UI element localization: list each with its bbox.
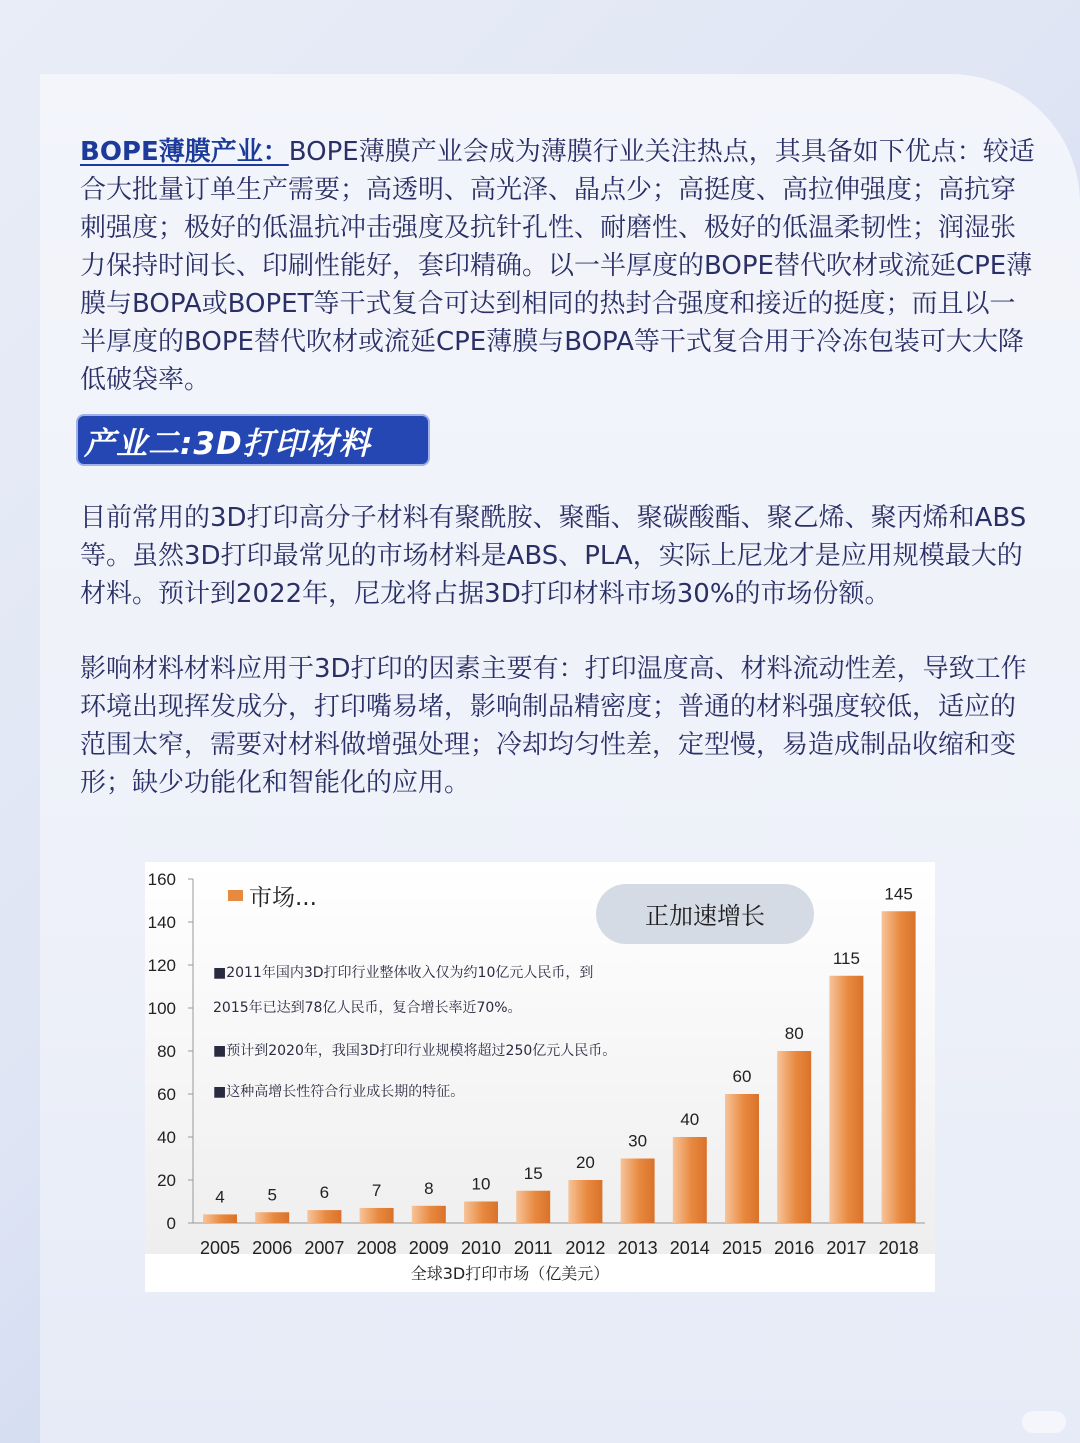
bope-paragraph bbox=[80, 133, 1035, 399]
x-tick-label: 2005 bbox=[199, 1238, 241, 1258]
y-tick-label: 120 bbox=[147, 956, 176, 975]
legend-swatch bbox=[228, 890, 243, 901]
data-label: 8 bbox=[424, 1178, 434, 1198]
chart-note: ■这种高增长性符合行业成长期的特征。 bbox=[213, 1084, 465, 1100]
chart-note: ■2011年国内3D打印行业整体收入仅为约10亿元人民币，到 bbox=[213, 965, 594, 981]
bar bbox=[673, 1137, 707, 1223]
data-label: 115 bbox=[832, 948, 860, 968]
bope-body: BOPE薄膜产业会成为薄膜行业关注热点，其具备如下优点：较适合大批量订单生产需要；高透明、高光泽、晶点少；高挺度、高拉伸强度；高抗穿刺强度；极好的低温抗冲击强度及抗针孔性、耐磨性、极好的低温柔韧性；润湿张力保持时间长、印刷性能好，套印精确。以一半厚度的BOPE替代吹材或流延CPE薄膜与BOPA或BOPET等干式复合可达到相同的热封合强度和接近的挺度；而且以一半厚度的BOPE替代吹材或流延CPE薄膜与BOPA等干式复合用于冷冻包装可大大降低破袋率。 bbox=[80, 137, 1035, 395]
watermark bbox=[1022, 1411, 1066, 1433]
bar bbox=[360, 1208, 394, 1223]
y-tick-label: 140 bbox=[147, 913, 176, 932]
y-tick-label: 80 bbox=[157, 1042, 176, 1061]
x-tick-label: 2011 bbox=[513, 1238, 553, 1258]
data-label: 6 bbox=[319, 1183, 330, 1203]
section-heading bbox=[78, 416, 428, 464]
data-label: 145 bbox=[884, 884, 913, 904]
y-tick-label: 60 bbox=[157, 1085, 176, 1104]
market-chart bbox=[145, 862, 935, 1292]
bar bbox=[621, 1159, 655, 1224]
bar bbox=[516, 1191, 550, 1223]
bar bbox=[568, 1180, 602, 1223]
bope-lead: BOPE薄膜产业： bbox=[80, 137, 289, 167]
x-tick-label: 2017 bbox=[826, 1238, 867, 1258]
materials-paragraph: 目前常用的3D打印高分子材料有聚酰胺、聚酯、聚碳酸酯、聚乙烯、聚丙烯和ABS等。虽然3D打印最常见的市场材料是ABS、PLA，实际上尼龙才是应用规模最大的材料。预计到2022年，尼龙将占据3D打印材料市场30%的市场份额。 bbox=[80, 503, 1027, 609]
chart-note: 2015年已达到78亿人民币，复合增长率近70%。 bbox=[213, 1000, 522, 1016]
y-tick-label: 20 bbox=[157, 1171, 176, 1190]
data-label: 15 bbox=[523, 1163, 543, 1183]
x-tick-label: 2013 bbox=[617, 1238, 658, 1258]
bar bbox=[203, 1214, 237, 1223]
x-axis-title: 全球3D打印市场（亿美元） bbox=[410, 1264, 610, 1283]
x-tick-label: 2006 bbox=[252, 1238, 293, 1258]
y-tick-label: 40 bbox=[157, 1128, 176, 1147]
data-label: 4 bbox=[215, 1187, 225, 1207]
bar bbox=[255, 1212, 289, 1223]
x-tick-label: 2009 bbox=[408, 1238, 449, 1258]
data-label: 30 bbox=[628, 1131, 648, 1151]
chart-note: ■预计到2020年，我国3D打印行业规模将超过250亿元人民币。 bbox=[213, 1043, 617, 1059]
bar bbox=[777, 1051, 811, 1223]
bar bbox=[307, 1210, 341, 1223]
bar bbox=[829, 976, 863, 1223]
x-tick-label: 2015 bbox=[721, 1238, 763, 1258]
x-tick-label: 2010 bbox=[460, 1238, 502, 1258]
data-label: 10 bbox=[471, 1174, 491, 1194]
bar bbox=[725, 1094, 759, 1223]
data-label: 5 bbox=[267, 1185, 277, 1205]
y-tick-label: 100 bbox=[147, 999, 176, 1018]
factors-paragraph: 影响材料材料应用于3D打印的因素主要有：打印温度高、材料流动性差，导致工作环境出现挥发成分，打印嘴易堵，影响制品精密度；普通的材料强度较低，适应的范围太窄，需要对材料做增强处理；冷却均匀性差，定型慢，易造成制品收缩和变形；缺少功能化和智能化的应用。 bbox=[80, 654, 1027, 798]
data-label: 7 bbox=[371, 1180, 382, 1200]
callout-text: 正加速增长 bbox=[645, 902, 765, 930]
data-label: 60 bbox=[732, 1067, 752, 1086]
data-label: 40 bbox=[680, 1110, 700, 1129]
market-chart-svg bbox=[145, 862, 935, 1292]
bar bbox=[412, 1206, 446, 1223]
y-tick-label: 0 bbox=[166, 1214, 176, 1233]
data-label: 80 bbox=[784, 1024, 804, 1043]
y-tick-label: 160 bbox=[147, 870, 176, 889]
section-heading-text: 产业二:3D打印材料 bbox=[84, 425, 371, 462]
x-tick-label: 2014 bbox=[669, 1238, 710, 1258]
x-tick-label: 2018 bbox=[878, 1238, 919, 1258]
x-tick-label: 2012 bbox=[565, 1238, 606, 1258]
x-tick-label: 2008 bbox=[356, 1238, 397, 1258]
x-tick-label: 2016 bbox=[774, 1238, 815, 1258]
legend-label: 市场... bbox=[249, 885, 317, 911]
bar bbox=[882, 911, 916, 1223]
x-tick-label: 2007 bbox=[304, 1238, 345, 1258]
bar bbox=[464, 1202, 498, 1224]
data-label: 20 bbox=[575, 1153, 595, 1172]
